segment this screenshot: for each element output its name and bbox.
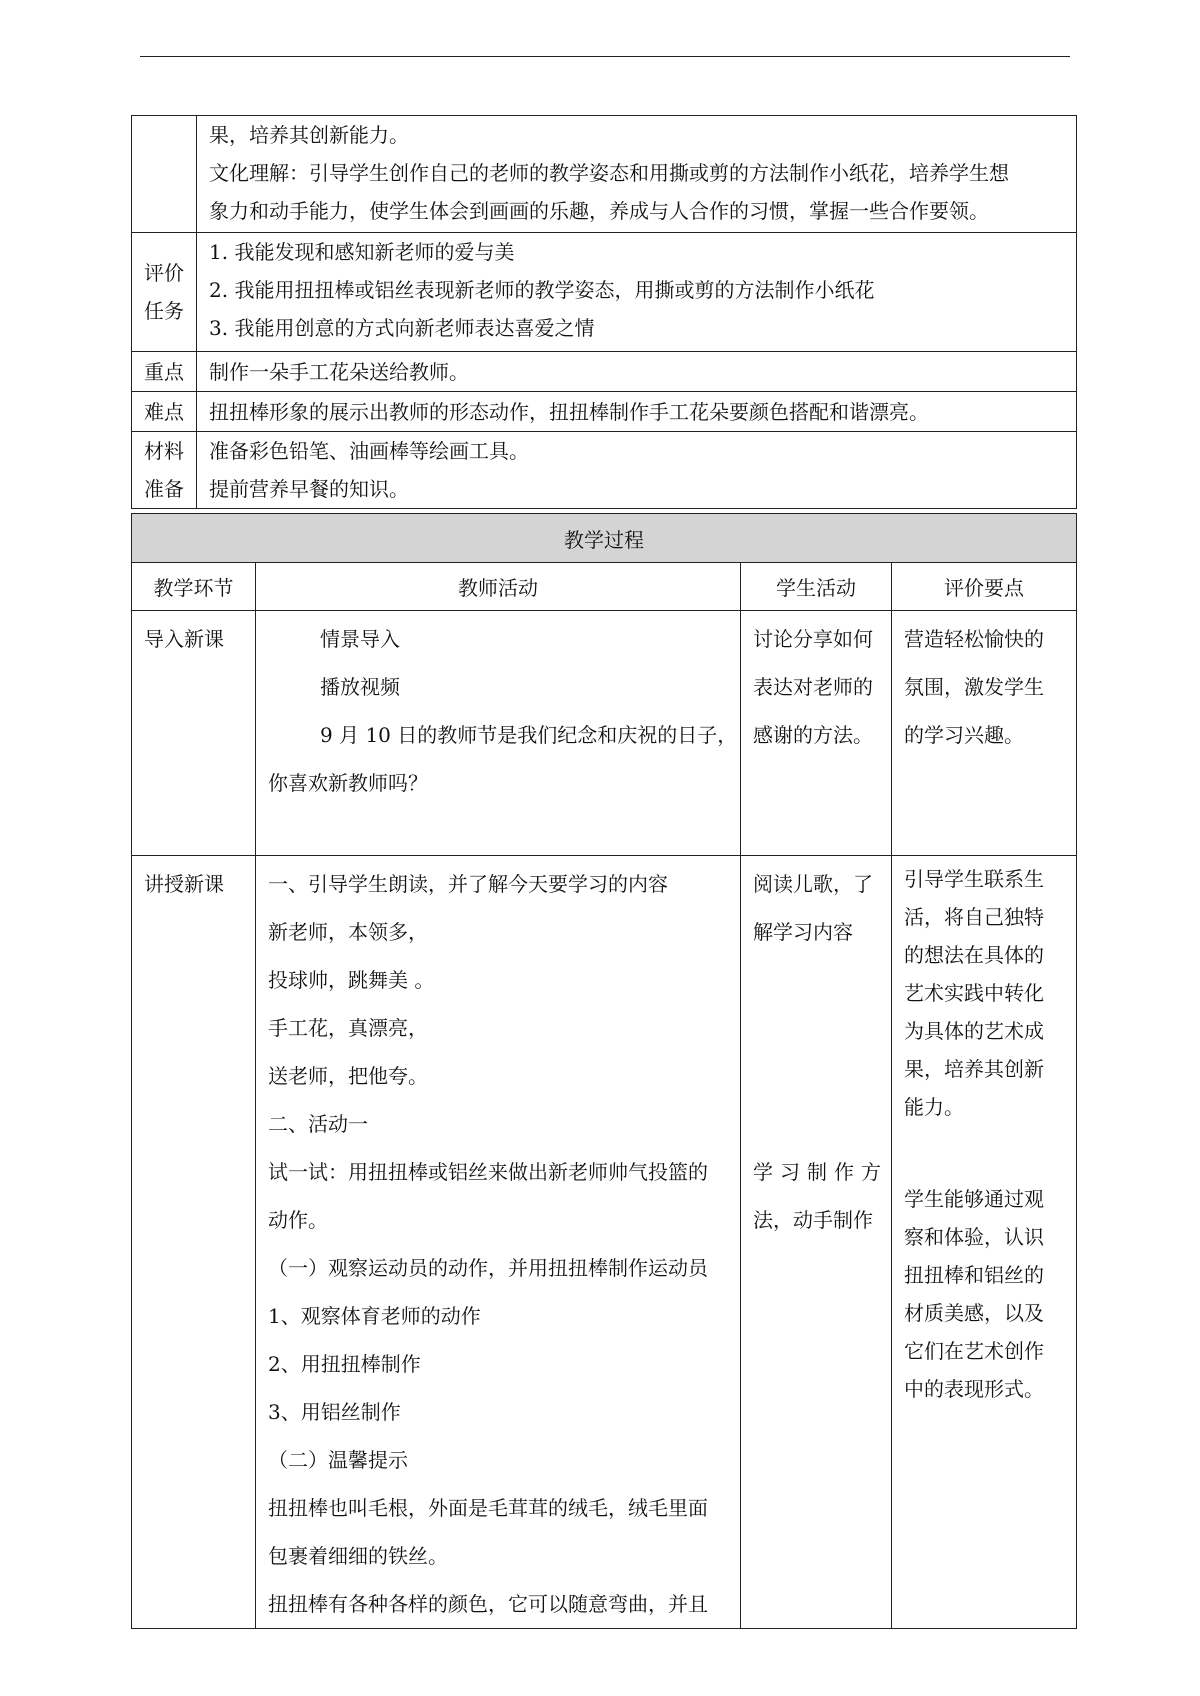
table-row <box>132 611 1077 856</box>
text-line: 它们在艺术创作 <box>904 1339 1044 1363</box>
difficulty-row <box>132 392 1077 432</box>
culture-cell <box>197 116 1077 233</box>
text-line: 营造轻松愉快的 <box>904 627 1044 651</box>
text-line: 制作一朵手工花朵送给教师。 <box>209 359 469 384</box>
text-line: 中的表现形式。 <box>904 1377 1044 1401</box>
text-line: 能力。 <box>904 1095 964 1119</box>
spacer <box>753 956 881 1148</box>
text-line: （二）温馨提示 <box>268 1448 408 1472</box>
list-item: 1. 我能发现和感知新老师的爱与美 <box>209 240 515 264</box>
text-line: 学生能够通过观 <box>904 1187 1044 1211</box>
header-row <box>132 563 1077 611</box>
stage-label: 导入新课 <box>144 627 224 651</box>
text-line: 包裹着细细的铁丝。 <box>268 1544 448 1568</box>
text-line: 引导学生联系生 <box>904 867 1044 891</box>
list-item: 2. 我能用扭扭棒或铝丝表现新老师的教学姿态，用撕或剪的方法制作小纸花 <box>209 278 875 302</box>
teacher-cell <box>256 611 741 856</box>
header-rule <box>140 56 1070 57</box>
text-line: 文化理解：引导学生创作自己的老师的教学姿态和用撕或剪的方法制作小纸花，培养学生想 <box>209 161 1009 185</box>
text-line: 法，动手制作 <box>753 1208 873 1232</box>
eval-cell <box>892 856 1077 1629</box>
text-line: 材质美感，以及 <box>904 1301 1044 1325</box>
text-line: 送老师，把他夸。 <box>268 1064 428 1088</box>
text-line: 扭扭棒形象的展示出教师的形态动作，扭扭棒制作手工花朵要颜色搭配和谐漂亮。 <box>209 399 929 424</box>
text-line: 的想法在具体的 <box>904 943 1044 967</box>
text-line: 感谢的方法。 <box>753 723 873 747</box>
text-line: 解学习内容 <box>753 920 853 944</box>
text-line: 动作。 <box>268 1208 328 1232</box>
text-line: 学习制作方 <box>753 1160 881 1184</box>
stage-label: 讲授新课 <box>144 872 224 896</box>
column-header: 学生活动 <box>741 563 892 611</box>
list-item: 提前营养早餐的知识。 <box>209 477 409 501</box>
eval-cell <box>197 233 1077 352</box>
student-cell <box>741 611 892 856</box>
text-line: 扭扭棒和铝丝的 <box>904 1263 1044 1287</box>
culture-row <box>132 116 1077 233</box>
text-line: 艺术实践中转化 <box>904 981 1044 1005</box>
text-line: 氛围，激发学生 <box>904 675 1044 699</box>
text-line: 扭扭棒有各种各样的颜色，它可以随意弯曲，并且 <box>268 1592 708 1616</box>
text-line: 活，将自己独特 <box>904 905 1044 929</box>
difficulty-label-cell <box>132 392 197 432</box>
text-line: 播放视频 <box>320 675 400 699</box>
process-title-row <box>132 514 1077 563</box>
text-line: 二、活动一 <box>268 1112 368 1136</box>
process-table <box>131 513 1077 1629</box>
info-table <box>131 115 1077 509</box>
column-header: 评价要点 <box>892 563 1077 611</box>
column-header: 教师活动 <box>256 563 741 611</box>
row-label: 难点 <box>144 399 184 424</box>
text-line: 9 月 10 日的教师节是我们纪念和庆祝的日子， <box>320 723 738 747</box>
eval-label-cell <box>132 233 197 352</box>
column-header: 教学环节 <box>132 563 256 611</box>
materials-cell <box>197 432 1077 509</box>
key-label-cell <box>132 352 197 392</box>
eval-cell <box>892 611 1077 856</box>
key-cell <box>197 352 1077 392</box>
text-line: 察和体验，认识 <box>904 1225 1044 1249</box>
list-item: 3. 我能用创意的方式向新老师表达喜爱之情 <box>209 316 595 340</box>
text-line: 3、用铝丝制作 <box>268 1400 401 1424</box>
text-line: 的学习兴趣。 <box>904 723 1024 747</box>
text-line: （一）观察运动员的动作，并用扭扭棒制作运动员 <box>268 1256 708 1280</box>
text-line: 1、观察体育老师的动作 <box>268 1304 481 1328</box>
list-item: 准备彩色铅笔、油画棒等绘画工具。 <box>209 439 529 463</box>
text-line: 扭扭棒也叫毛根，外面是毛茸茸的绒毛，绒毛里面 <box>268 1496 708 1520</box>
stage-cell <box>132 611 256 856</box>
row-label: 任务 <box>144 299 184 323</box>
text-line: 表达对老师的 <box>753 675 873 699</box>
text-line: 2、用扭扭棒制作 <box>268 1352 421 1376</box>
process-title: 教学过程 <box>132 514 1077 563</box>
row-label: 材料 <box>144 439 184 463</box>
text-line: 讨论分享如何 <box>753 627 873 651</box>
table-row <box>132 856 1077 1629</box>
eval-row <box>132 233 1077 352</box>
row-label: 评价 <box>144 261 184 285</box>
text-line: 情景导入 <box>320 627 400 651</box>
stage-cell <box>132 856 256 1629</box>
text-line: 投球帅，跳舞美 。 <box>268 968 435 992</box>
text-line: 阅读儿歌，了 <box>753 872 873 896</box>
teacher-cell <box>256 856 741 1629</box>
text-line: 为具体的艺术成 <box>904 1019 1044 1043</box>
student-cell <box>741 856 892 1629</box>
text-line: 象力和动手能力，使学生体会到画画的乐趣，养成与人合作的习惯，掌握一些合作要领。 <box>209 199 989 223</box>
text-line: 手工花，真漂亮， <box>268 1016 428 1040</box>
row-label: 准备 <box>144 477 184 501</box>
key-row <box>132 352 1077 392</box>
materials-label-cell <box>132 432 197 509</box>
text-line: 你喜欢新教师吗？ <box>268 771 428 795</box>
text-line: 新老师，本领多， <box>268 920 428 944</box>
materials-row <box>132 432 1077 509</box>
culture-label-cell <box>132 116 197 233</box>
text-line: 果，培养其创新 <box>904 1057 1044 1081</box>
text-line: 一、引导学生朗读，并了解今天要学习的内容 <box>268 872 668 896</box>
text-line: 果，培养其创新能力。 <box>209 123 409 147</box>
difficulty-cell <box>197 392 1077 432</box>
row-label: 重点 <box>144 359 184 384</box>
spacer <box>904 1126 1066 1180</box>
text-line: 试一试：用扭扭棒或铝丝来做出新老师帅气投篮的 <box>268 1160 708 1184</box>
